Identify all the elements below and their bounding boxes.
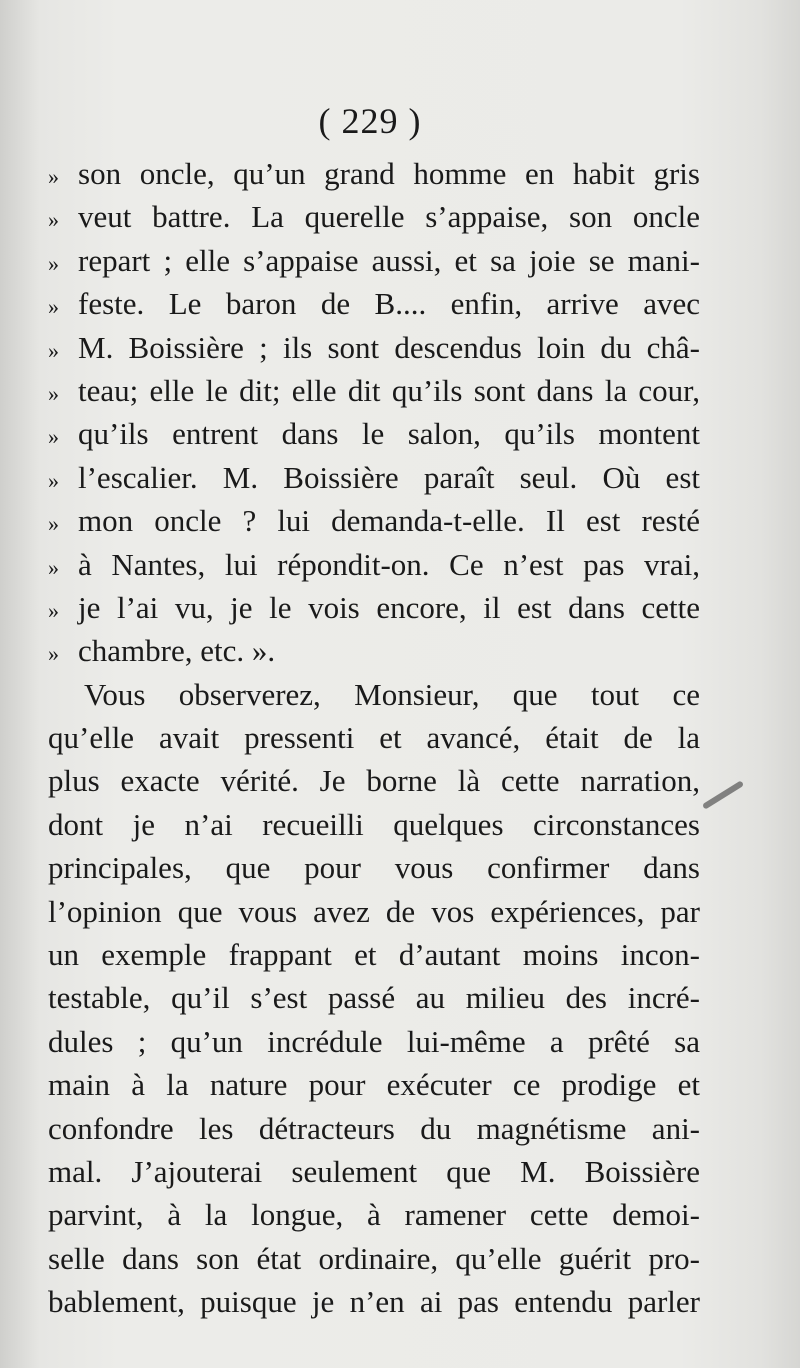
line-text: je l’ai vu, je le vois encore, il est dans cette — [78, 589, 700, 625]
body-text — [48, 152, 700, 1324]
text-line — [48, 846, 700, 889]
line-text: selle dans son état ordinaire, qu’elle guérit pro- — [48, 1240, 700, 1276]
line-text: chambre, etc. ». — [78, 633, 276, 669]
text-line — [48, 976, 700, 1019]
text-line — [48, 933, 700, 976]
quote-mark: » — [48, 641, 59, 667]
line-text: M. Boissière ; ils sont descendus loin du châ- — [78, 329, 700, 365]
quote-mark: » — [48, 250, 59, 276]
text-line — [48, 499, 700, 542]
text-line — [48, 239, 700, 282]
quote-mark: » — [48, 164, 59, 189]
line-text: l’opinion que vous avez de vos expériences, par — [48, 893, 700, 929]
page-number: ( 229 ) — [318, 101, 422, 141]
line-text: veut battre. La querelle s’appaise, son oncle — [78, 199, 700, 235]
line-text: confondre les détracteurs du magnétisme ani- — [48, 1110, 700, 1146]
text-line — [48, 759, 700, 802]
line-text: teau; elle le dit; elle dit qu’ils sont dans la cour, — [78, 372, 700, 408]
line-text: repart ; elle s’appaise aussi, et sa joie se mani- — [78, 242, 700, 278]
line-text: principales, que pour vous confirmer dans — [48, 850, 700, 886]
quote-mark: » — [48, 554, 59, 580]
text-line — [48, 1193, 700, 1236]
quote-mark: » — [48, 511, 59, 537]
line-text: testable, qu’il s’est passé au milieu des incré- — [48, 980, 700, 1016]
line-text: à Nantes, lui répondit-on. Ce n’est pas vrai, — [78, 546, 700, 582]
line-text: l’escalier. M. Boissière paraît seul. Où est — [78, 459, 700, 495]
text-line — [48, 629, 700, 672]
text-line — [48, 1280, 700, 1323]
quote-mark: » — [48, 294, 59, 320]
text-line — [48, 543, 700, 586]
line-text: feste. Le baron de B.... enfin, arrive avec — [78, 286, 700, 322]
line-text: Vous observerez, Monsieur, que tout ce — [84, 676, 700, 712]
text-line — [48, 1020, 700, 1063]
line-text: mon oncle ? lui demanda-t-elle. Il est resté — [78, 503, 700, 539]
line-text: qu’elle avait pressenti et avancé, était de la — [48, 720, 700, 756]
text-line — [48, 326, 700, 369]
line-text: qu’ils entrent dans le salon, qu’ils montent — [78, 416, 700, 452]
quote-mark: » — [48, 424, 59, 450]
text-line — [48, 1237, 700, 1280]
text-line — [48, 1107, 700, 1150]
line-text: mal. J’ajouterai seulement que M. Boissière — [48, 1153, 700, 1189]
quote-mark: » — [48, 597, 59, 623]
text-line — [48, 282, 700, 325]
text-line — [48, 716, 700, 759]
text-line — [48, 152, 700, 195]
text-line — [48, 673, 700, 716]
line-text: plus exacte vérité. Je borne là cette narration, — [48, 763, 700, 799]
text-line — [48, 586, 700, 629]
line-text: un exemple frappant et d’autant moins incon- — [48, 937, 700, 973]
quote-mark: » — [48, 207, 59, 233]
quote-mark: » — [48, 467, 59, 493]
text-line — [48, 369, 700, 412]
line-text: parvint, à la longue, à ramener cette demoi- — [48, 1197, 700, 1233]
quote-mark: » — [48, 380, 59, 406]
text-line — [48, 890, 700, 933]
line-text: dont je n’ai recueilli quelques circonstances — [48, 806, 700, 842]
text-line — [48, 803, 700, 846]
line-text: bablement, puisque je n’en ai pas entendu parler — [48, 1284, 700, 1320]
quote-mark: » — [48, 337, 59, 363]
text-line — [48, 456, 700, 499]
line-text: dules ; qu’un incrédule lui-même a prêté sa — [48, 1023, 700, 1059]
text-line — [48, 1063, 700, 1106]
text-line — [48, 195, 700, 238]
line-text: son oncle, qu’un grand homme en habit gris — [78, 156, 700, 191]
text-line — [48, 412, 700, 455]
line-text: main à la nature pour exécuter ce prodige et — [48, 1067, 700, 1103]
text-line — [48, 1150, 700, 1193]
ink-smudge — [702, 780, 744, 809]
